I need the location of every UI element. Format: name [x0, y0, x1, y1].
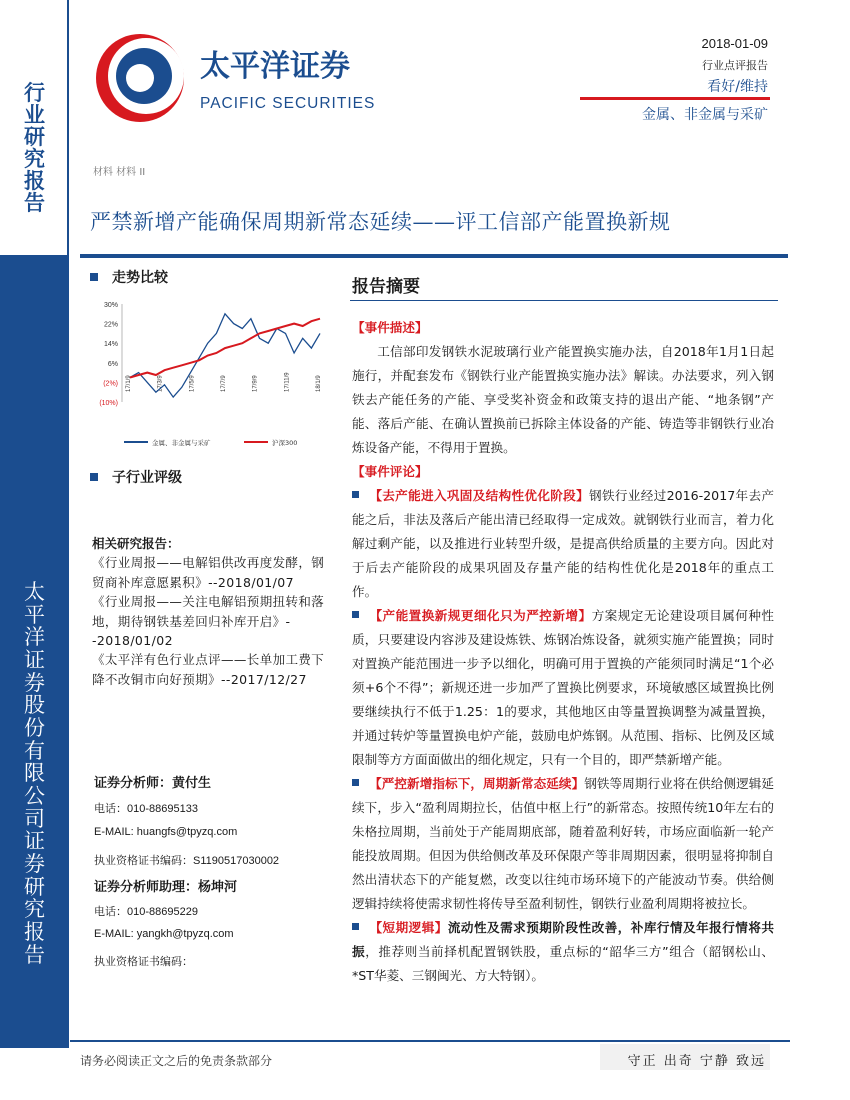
y-tick-label: 14%	[103, 341, 118, 349]
summary-heading: 报告摘要	[352, 277, 420, 297]
breadcrumb: 材料 材料 II	[93, 167, 146, 178]
x-tick-label: 17/9/9	[252, 375, 259, 392]
title-divider	[80, 254, 788, 258]
logo-cn-text: 太平洋证券	[200, 49, 350, 84]
point3-text: 钢铁等周期行业将在供给侧逻辑延续下，步入“盈利周期拉长，估值中枢上行”的新常态。按照传统10年左右的朱格拉周期，当前处于产能周期底部，随着盈利好转，市场应面临新一轮产能投放周期。但因为供给侧改革及环保限产等非周期因素，很明显将抑制自然出清状态下的产能复燃，改变以往纯市场环境下的产能波动节奏。供给侧逻辑持续将使需求韧性将传导至盈利韧性，钢铁行业盈利周期将被拉长。	[352, 776, 774, 911]
square-bullet-icon	[352, 491, 359, 498]
summary-divider	[350, 300, 778, 301]
report-type: 行业点评报告	[702, 59, 768, 72]
sector-label: 金属、非金属与采矿	[642, 107, 768, 123]
y-tick-label: 6%	[107, 360, 118, 368]
event-tag: 【事件描述】	[352, 320, 428, 335]
event-text: 工信部印发钢铁水泥玻璃行业产能置换实施办法，自2018年1月1日起施行，并配套发布《钢铁行业产能置换实施办法》解读。办法要求，列入钢铁去产能任务的产能、享受奖补资金和政策支持的退出产能、“地条钢”产能、落后产能、在确认置换前已拆除主体设备的产能、铸造等非钢铁行业冶炼设备产能，不得用于置换。	[352, 344, 774, 455]
legend-label: 沪深300	[272, 439, 298, 447]
trend-heading-text: 走势比较	[112, 270, 168, 286]
point1-tag: 【去产能进入巩固及结构性优化阶段】	[369, 488, 590, 503]
analyst-cert: 执业资格证书编码：S1190517030002	[94, 855, 280, 867]
analyst-phone: 电话：010-88695133	[94, 803, 198, 815]
page-title: 严禁新增产能确保周期新常态延续——评工信部产能置换新规	[90, 210, 671, 234]
assistant-name: 证券分析师助理：杨坤河	[94, 880, 238, 895]
analyst-email[interactable]: E-MAIL: huangfs@tpyzq.com	[94, 826, 238, 838]
assistant-phone: 电话：010-88695229	[94, 906, 198, 918]
y-tick-label: 30%	[103, 302, 118, 309]
y-axis-ticks	[99, 302, 118, 407]
related-report-link[interactable]: 《太平洋有色行业点评——长单加工费下降不改铜市向好预期》--2017/12/27	[92, 652, 325, 687]
square-bullet-icon	[352, 923, 359, 930]
sidebar-bottom	[0, 255, 69, 1048]
header-divider	[580, 97, 770, 100]
x-tick-label: 18/1/9	[316, 375, 322, 392]
point4-text: ，推荐则当前择机配置钢铁股，重点标的“韶华三方”组合（韶钢松山、*ST华菱、三钢闽光、方大特钢）。	[352, 944, 775, 983]
y-tick-label: (2%)	[103, 380, 118, 388]
footer-motto: 守正 出奇 宁静 致远	[627, 1054, 766, 1069]
logo-en-text: PACIFIC SECURITIES	[200, 95, 376, 112]
related-title: 相关研究报告：	[92, 536, 180, 551]
assistant-email[interactable]: E-MAIL: yangkh@tpyzq.com	[94, 928, 234, 940]
chart-legend	[124, 438, 297, 447]
x-tick-label: 17/5/9	[189, 375, 196, 392]
trend-chart	[84, 296, 334, 456]
analyst-name: 证券分析师：黄付生	[94, 776, 212, 791]
footer-disclaimer: 请务必阅读正文之后的免责条款部分	[80, 1054, 273, 1068]
sidebar-report-type: 行 业 研 究 报 告	[24, 80, 45, 216]
rating: 看好/维持	[707, 79, 768, 95]
x-tick-label: 17/11/9	[284, 372, 291, 392]
related-report-link[interactable]: 《行业周报——电解铝供改再度发酵，钢贸商补库意愿累积》--2018/01/07	[92, 555, 325, 590]
footer-divider	[70, 1040, 790, 1042]
x-tick-label: 17/7/9	[221, 375, 227, 392]
sidebar-top	[0, 0, 69, 255]
x-tick-label: 17/3/9	[157, 375, 164, 392]
point2-text: 方案规定无论建设项目属何种性质，只要建设内容涉及建设炼铁、炼钢冶炼设备，就须实施产能置换；同时对置换产能范围进一步予以细化，明确可用于置换的产能须同时满足“1个必须+6个不得”；新规还进一步加严了置换比例要求，环境敏感区域置换比例要继续执行不低于1.25：1的要求，其他地区由等量置换调整为减量置换，并通过转炉等量置换电炉产能，鼓励电炉炼钢。从范围、指标、比例及区域限制等方方面面做出的细化规定，只有一个目的，即严禁新增产能。	[352, 608, 775, 767]
square-bullet-icon	[352, 779, 359, 786]
summary-body	[352, 316, 774, 988]
trend-heading	[90, 267, 168, 287]
subrating-heading-text: 子行业评级	[112, 470, 182, 486]
company-logo	[88, 20, 378, 140]
sidebar	[0, 0, 69, 1048]
square-bullet-icon	[352, 611, 359, 618]
point3-tag: 【严控新增指标下，周期新常态延续】	[369, 776, 585, 791]
point2-tag: 【产能置换新规更细化只为严控新增】	[369, 608, 592, 623]
subrating-heading	[90, 467, 182, 487]
x-tick-label: 17/1/9	[126, 375, 132, 392]
point4-bold: 流动性及需求预期阶段性改善，补库行情及年报行情将共振	[352, 920, 775, 959]
y-tick-label: (10%)	[99, 400, 118, 407]
point1-text: 钢铁行业经过2016-2017年去产能之后，非法及落后产能出清已经取得一定成效。就钢铁行业而言，着力化解过剩产能，以及推进行业转型升级，是提高供给质量的主要方向。因此对于后去产能阶段的成果巩固及存量产能的结构性优化是2018年的重点工作。	[352, 488, 774, 599]
y-tick-label: 22%	[103, 321, 118, 329]
point4-tag: 【短期逻辑】	[369, 920, 448, 935]
assistant-cert: 执业资格证书编码：	[94, 956, 193, 968]
square-bullet-icon	[90, 273, 98, 281]
report-date: 2018-01-09	[701, 36, 768, 51]
square-bullet-icon	[90, 473, 98, 481]
sidebar-company-name: 太 平 洋 证 券 股 份 有 限 公 司 证 券 研 究 报 告	[24, 580, 45, 967]
comment-tag: 【事件评论】	[352, 464, 428, 479]
legend-label: 金属、非金属与采矿	[152, 439, 211, 447]
related-reports	[92, 534, 332, 689]
related-report-link[interactable]: 《行业周报——关注电解铝预期扭转和落地，期待钢铁基差回归补库开启》--2018/01/02	[92, 594, 325, 648]
